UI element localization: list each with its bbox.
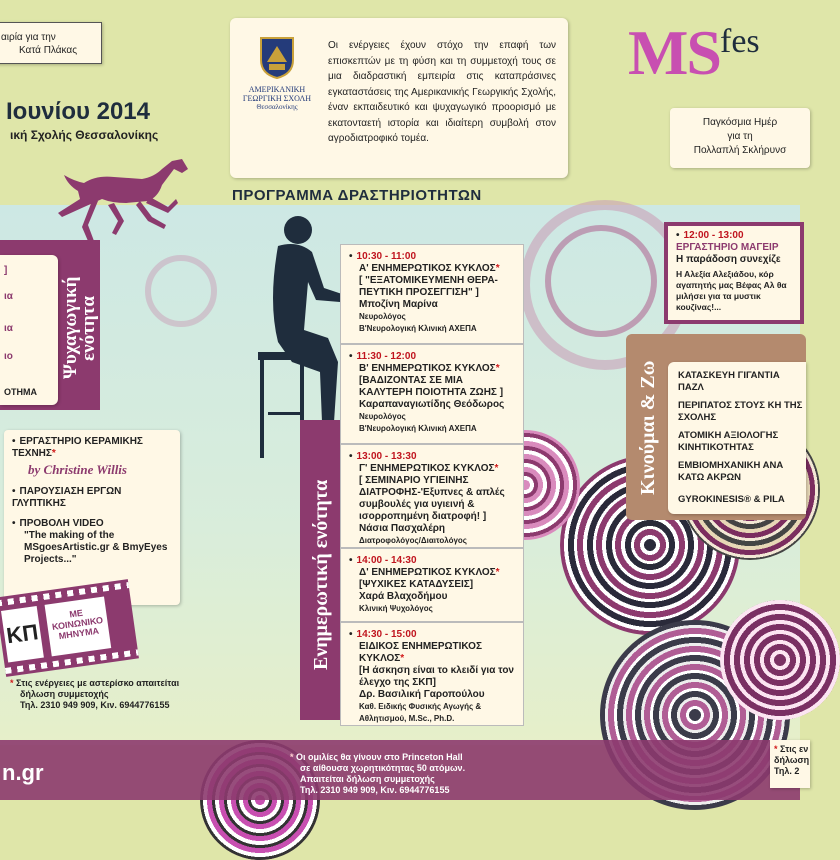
session-2-speaker: Καραπαναγιωτίδης Θεόδωρος	[359, 399, 505, 410]
session-3: • 13:00 - 13:30 Γ' ΕΝΗΜΕΡΩΤΙΚΟΣ ΚΥΚΛΟΣ* [ ΣΕΜΙΝΑΡΙΟ ΥΓΙΕΙΝΗΣ ΔΙΑΤΡΟΦΗΣ-'Εξυπνες & απλές συμβουλές για υγιεινή & ισορροπημένη διατροφή! ] Νάσια Πασχαλέρη Διατροφολόγος/Διαιτολόγος	[340, 444, 524, 548]
ceramics-item-2: • ΠΑΡΟΥΣΙΑΣΗ ΕΡΓΩΝ ΓΛΥΠΤΙΚΗΣ	[12, 486, 122, 509]
session-1: • 10:30 - 11:00 Α' ΕΝΗΜΕΡΩΤΙΚΟΣ ΚΥΚΛΟΣ* [ "ΕΞΑΤΟΜΙΚΕΥΜΕΝΗ ΘΕΡΑ-ΠΕΥΤΙΚΗ ΠΡΟΣΕΓΓΙΣΗ" ] Μποζίνη Μαρίνα Νευρολόγος Β'Νευρολογική Κλινική ΑΧΕΠΑ	[340, 244, 524, 344]
session-3-role: Διατροφολόγος/Διαιτολόγος	[359, 536, 467, 545]
ceramics-signature: by Christine Willis	[28, 462, 127, 477]
session-4-time: 14:00 - 14:30	[356, 555, 417, 566]
session-2-time: 11:30 - 12:00	[356, 351, 417, 362]
right-section-title: Κινούμαι & Ζω	[637, 360, 659, 496]
ceramics-item-1-label: ΕΡΓΑΣΤΗΡΙΟ ΚΕΡΑΜΙΚΗΣ ΤΕΧΝΗΣ	[12, 436, 143, 459]
intro-box	[230, 18, 568, 178]
brand-box-line-1: Παγκόσμια Ημέρ	[702, 117, 778, 128]
cooking-text: Η Αλεξία Αλεξιάδου, κόρ αγαπητής μας Βέφας Αλ θα μιλήσει για τα μυστικ κουζίνας!...	[676, 269, 787, 312]
school-logo	[240, 36, 314, 111]
center-note-line-3: Απαιτείται δήλωση συμμετοχής	[300, 774, 435, 784]
session-3-speaker: Νάσια Πασχαλέρη	[359, 523, 446, 534]
session-5-time: 14:30 - 15:00	[356, 629, 417, 640]
shield-icon	[257, 36, 297, 80]
left-item-5: ΟΤΗΜΑ	[4, 387, 37, 397]
film-frame-1	[1, 606, 44, 663]
session-1-speaker: Μποζίνη Μαρίνα	[359, 299, 438, 310]
note-right-line-2: δήλωση	[774, 755, 810, 765]
left-items-box	[0, 255, 58, 405]
intro-text: Οι ενέργειες έχουν στόχο την επαφή των επισκεπτών με τη φύση και τη συμμετοχή τους σε μια διαδραστική εμπειρία στις καταπράσινες εγκαταστάσεις της Αμερικανικής Γεωργικής Σχολής, έναν εκπαιδευτικό και ψυχαγωγικό προορισμό με εκατονταετή ιστορία και ιδιαίτερη συμβολή στον αγροδιατροφικό τομέα.	[328, 40, 556, 144]
bottom-left-url: n.gr	[2, 760, 44, 785]
cooking-title: ΕΡΓΑΣΤΗΡΙΟ ΜΑΓΕΙΡ	[676, 242, 779, 253]
note-right-line-3: Τηλ. 2	[774, 766, 800, 776]
ceramics-box	[4, 430, 180, 605]
right-items-box	[668, 362, 806, 514]
note-right: * Στις εν δήλωση Τηλ. 2	[770, 740, 810, 788]
cooking-time: 12:00 - 13:00	[683, 230, 744, 241]
film-message: ΜΕ ΚΟΙΝΩΝΙΚΟ ΜΗΝΥΜΑ	[51, 607, 104, 642]
session-4-topic: [ΨΥΧΙΚΕΣ ΚΑΤΑΔΥΣΕΙΣ]	[359, 579, 474, 590]
center-note: * Οι ομιλίες θα γίνουν στο Princeton Hall σε αίθουσα χωρητικότητας 50 ατόμων. Απαιτείται δήλωση συμμετοχής Τηλ. 2310 949 909, Κιν. 6944776155	[290, 752, 466, 795]
session-4-speaker: Χαρά Βλαχοδήμου	[359, 591, 448, 602]
session-4: • 14:00 - 14:30 Δ' ΕΝΗΜΕΡΩΤΙΚΟΣ ΚΥΚΛΟΣ* [ΨΥΧΙΚΕΣ ΚΑΤΑΔΥΣΕΙΣ] Χαρά Βλαχοδήμου Κλινική Ψυχολόγος	[340, 548, 524, 622]
session-2-role: Νευρολόγος	[359, 412, 406, 421]
film-kp: ΚΠ	[4, 619, 40, 649]
horse-icon	[54, 155, 194, 245]
session-3-topic: [ ΣΕΜΙΝΑΡΙΟ ΥΓΙΕΙΝΗΣ ΔΙΑΤΡΟΦΗΣ-'Εξυπνες & απλές συμβουλές για υγιεινή & ισορροπημένη διατροφή! ]	[359, 475, 505, 522]
session-5-speaker: Δρ. Βασιλική Γαροπούλου	[359, 689, 485, 700]
session-5-role: Καθ. Ειδικής Φυσικής Αγωγής & Αθλητισμού, M.Sc., Ph.D.	[359, 702, 482, 723]
brand-box	[670, 108, 810, 168]
right-item-3: ΑΤΟΜΙΚΗ ΑΞΙΟΛΟΓΗΣ ΚΙΝΗΤΙΚΟΤΗΤΑΣ	[678, 430, 779, 453]
session-4-title: Δ' ΕΝΗΜΕΡΩΤΙΚΟΣ ΚΥΚΛΟΣ	[359, 567, 496, 578]
org-line-1: αιρία για την	[1, 32, 56, 43]
session-2-org: Β'Νευρολογική Κλινική ΑΧΕΠΑ	[359, 424, 477, 433]
program-title: ΠΡΟΓΡΑΜΜΑ ΔΡΑΣΤΗΡΙΟΤΗΤΩΝ	[232, 187, 482, 204]
session-5-topic: [Η άσκηση είναι το κλειδί για τον έλεγχο της ΣΚΠ]	[359, 665, 514, 688]
left-item-3: ια	[4, 323, 13, 334]
logo-line-3: Θεσσαλονίκης	[256, 103, 298, 111]
session-1-title: Α' ΕΝΗΜΕΡΩΤΙΚΟΣ ΚΥΚΛΟΣ	[359, 263, 496, 274]
right-item-1: ΚΑΤΑΣΚΕΥΗ ΓΙΓΑΝΤΙΑ ΠΑΖΛ	[678, 370, 780, 393]
session-3-time: 13:00 - 13:30	[356, 451, 417, 462]
left-item-4: ιο	[4, 351, 13, 362]
left-section-title: Ψυχαγωγική ενότητα	[60, 276, 99, 380]
session-1-topic: [ "ΕΞΑΤΟΜΙΚΕΥΜΕΝΗ ΘΕΡΑ-ΠΕΥΤΙΚΗ ΠΡΟΣΕΓΓΙΣΗ" ]	[359, 275, 498, 298]
ceramics-item-2-label: ΠΑΡΟΥΣΙΑΣΗ ΕΡΓΩΝ ΓΛΥΠΤΙΚΗΣ	[12, 486, 122, 509]
right-item-5: GYROKINESIS® & PILA	[678, 494, 785, 505]
center-note-line-2: σε αίθουσα χωρητικότητας 50 ατόμων.	[300, 763, 466, 773]
session-1-role: Νευρολόγος	[359, 312, 406, 321]
session-4-role: Κλινική Ψυχολόγος	[359, 604, 433, 613]
note-left-line-1: Στις ενέργειες με αστερίσκο απαιτείται	[16, 678, 180, 688]
right-item-2: ΠΕΡΙΠΑΤΟΣ ΣΤΟΥΣ ΚΗ ΤΗΣ ΣΧΟΛΗΣ	[678, 400, 803, 423]
event-date: Ιουνίου 2014	[6, 98, 150, 125]
left-item-1: ]	[4, 265, 8, 276]
note-left-line-3: Τηλ. 2310 949 909, Κιν. 6944776155	[20, 700, 170, 710]
session-2-topic: [ΒΑΔΙΖΟΝΤΑΣ ΣΕ ΜΙΑ ΚΑΛΥΤΕΡΗ ΠΟΙΟΤΗΤΑ ΖΩΗΣ ]	[359, 375, 504, 398]
org-line-2: Κατά Πλάκας	[19, 45, 78, 56]
ceramics-item-3-title: ΠΡΟΒΟΛΗ VIDEO	[19, 518, 104, 529]
brand-ms: MS	[628, 17, 720, 88]
left-item-2: ια	[4, 291, 13, 302]
ceramics-item-1: • ΕΡΓΑΣΤΗΡΙΟ ΚΕΡΑΜΙΚΗΣ ΤΕΧΝΗΣ*	[12, 436, 143, 459]
session-3-title: Γ' ΕΝΗΜΕΡΩΤΙΚΟΣ ΚΥΚΛΟΣ	[359, 463, 495, 474]
session-5: • 14:30 - 15:00 ΕΙΔΙΚΟΣ ΕΝΗΜΕΡΩΤΙΚΟΣ ΚΥΚΛΟΣ* [Η άσκηση είναι το κλειδί για τον έλεγχο της ΣΚΠ] Δρ. Βασιλική Γαροπούλου Καθ. Ειδικής Φυσικής Αγωγής & Αθλητισμού, M.Sc., Ph.D.	[340, 622, 524, 726]
logo-line-1: ΑΜΕΡΙΚΑΝΙΚΗ	[248, 85, 306, 94]
cooking-subtitle: Η παράδοση συνεχίζε	[676, 254, 781, 265]
session-2: • 11:30 - 12:00 Β' ΕΝΗΜΕΡΩΤΙΚΟΣ ΚΥΚΛΟΣ* [ΒΑΔΙΖΟΝΤΑΣ ΣΕ ΜΙΑ ΚΑΛΥΤΕΡΗ ΠΟΙΟΤΗΤΑ ΖΩΗΣ ] Καραπαναγιωτίδης Θεόδωρος Νευρολόγος Β'Νευρολογική Κλινική ΑΧΕΠΑ	[340, 344, 524, 444]
note-right-line-1: Στις εν	[780, 744, 809, 754]
session-5-title: ΕΙΔΙΚΟΣ ΕΝΗΜΕΡΩΤΙΚΟΣ ΚΥΚΛΟΣ	[359, 641, 482, 664]
cooking-box: • 12:00 - 13:00 ΕΡΓΑΣΤΗΡΙΟ ΜΑΓΕΙΡ Η παράδοση συνεχίζε Η Αλεξία Αλεξιάδου, κόρ αγαπητής μας Βέφας Αλ θα μιλήσει για τα μυστικ κουζίνας!...	[664, 222, 804, 324]
brand-box-line-3: Πολλαπλή Σκλήρυνσ	[693, 145, 787, 156]
event-venue: ική Σχολής Θεσσαλονίκης	[10, 128, 159, 142]
center-note-line-1: Οι ομιλίες θα γίνουν στο Princeton Hall	[296, 752, 463, 762]
brand-logo	[628, 16, 760, 90]
session-1-org: Β'Νευρολογική Κλινική ΑΧΕΠΑ	[359, 324, 477, 333]
session-2-title: Β' ΕΝΗΜΕΡΩΤΙΚΟΣ ΚΥΚΛΟΣ	[359, 363, 496, 374]
ceramics-item-3-text: "The making of the MSgoesArtistic.gr & BmyEyes Projects..."	[24, 530, 168, 565]
film-frame-2	[45, 597, 112, 657]
note-left: * Στις ενέργειες με αστερίσκο απαιτείται δήλωση συμμετοχής Τηλ. 2310 949 909, Κιν. 6944776155	[10, 678, 180, 710]
brand-box-line-2: για τη	[727, 131, 753, 142]
logo-line-2: ΓΕΩΡΓΙΚΗ ΣΧΟΛΗ	[242, 94, 312, 103]
right-item-4: ΕΜΒΙΟΜΗΧΑΝΙΚΗ ΑΝΑ ΚΑΤΩ ΑΚΡΩΝ	[678, 460, 784, 483]
session-1-time: 10:30 - 11:00	[356, 251, 417, 262]
org-box	[0, 22, 102, 64]
ceramics-item-3: • ΠΡΟΒΟΛΗ VIDEO "The making of the MSgoesArtistic.gr & BmyEyes Projects..."	[12, 518, 172, 566]
note-left-line-2: δήλωση συμμετοχής	[20, 689, 109, 699]
center-section-title: Ενημερωτική ενότητα	[310, 479, 332, 671]
brand-fes: fes	[720, 23, 760, 60]
center-note-line-4: Τηλ. 2310 949 909, Κιν. 6944776155	[300, 785, 450, 795]
